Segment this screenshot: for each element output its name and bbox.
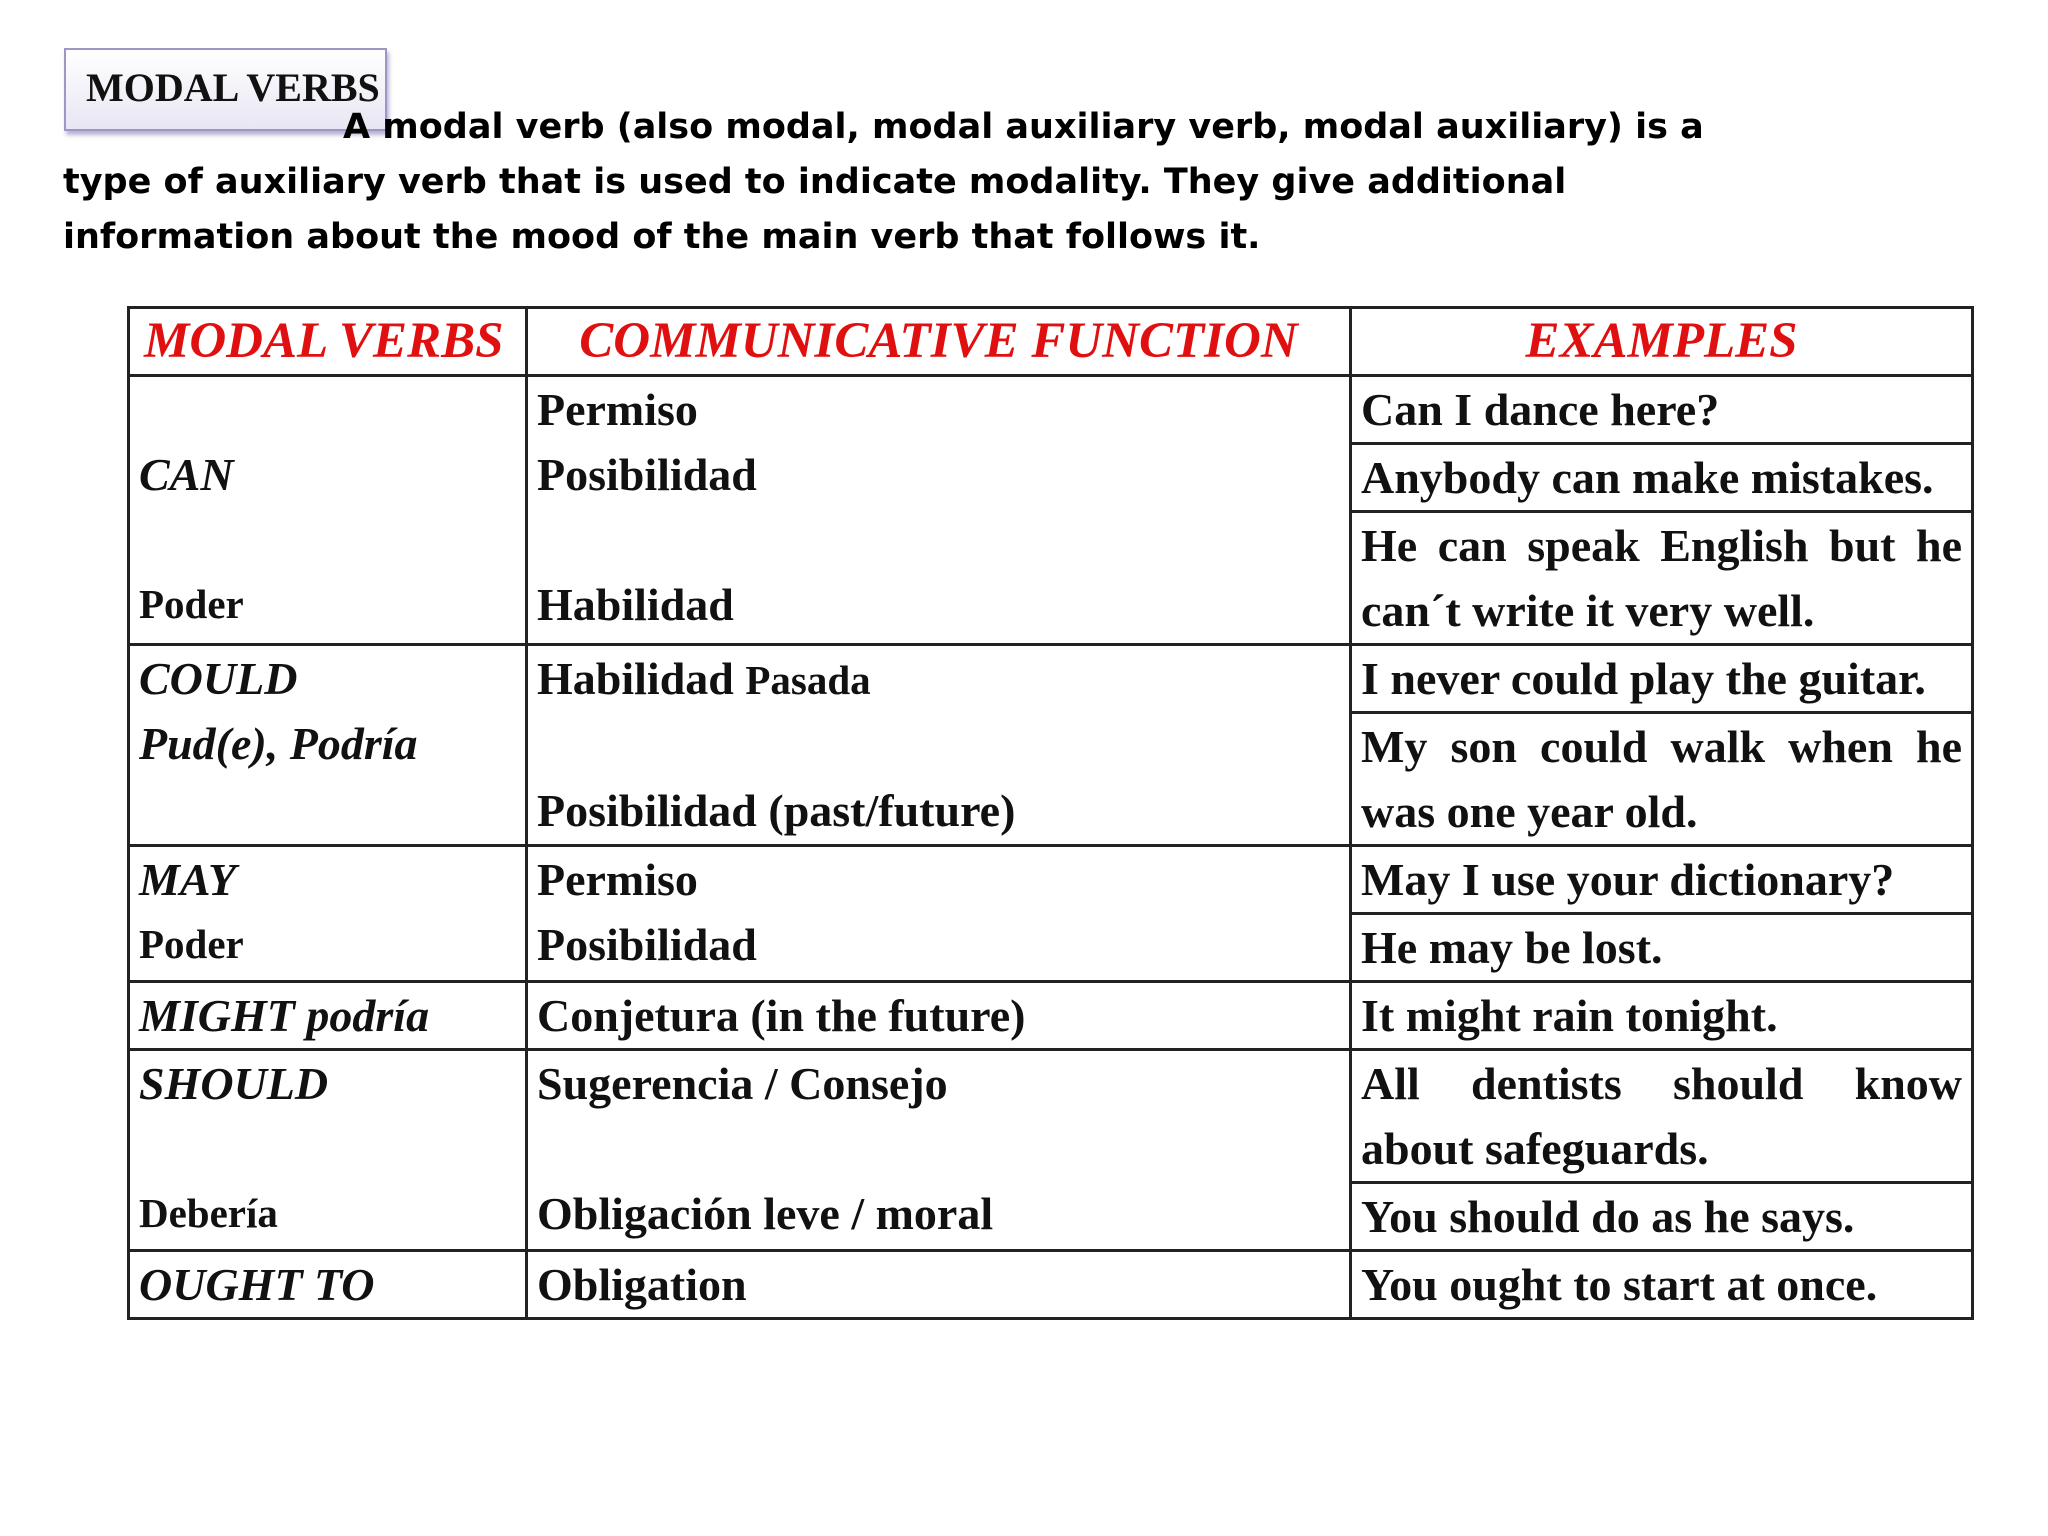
table-row xyxy=(129,982,1973,1050)
table-row xyxy=(129,846,1973,914)
example-cell: You ought to start at once. xyxy=(1351,1251,1973,1319)
example-cell: All dentists should know about safeguards. xyxy=(1351,1050,1973,1183)
table-row xyxy=(129,645,1973,713)
table-row xyxy=(129,1050,1973,1183)
example-cell: He can speak English but he can´t write it very well. xyxy=(1351,512,1973,645)
function-posibilidad: Posibilidad xyxy=(537,919,757,970)
modal-cell-should xyxy=(129,1050,527,1251)
example-cell: I never could play the guitar. xyxy=(1351,645,1973,713)
intro-paragraph: A modal verb (also modal, modal auxiliary verb, modal auxiliary) is a type of auxiliary verb that is used to indicate modality. They give additional information about the mood of the main verb that follows it. xyxy=(63,107,1704,257)
modal-cell-may xyxy=(129,846,527,982)
modal-should: SHOULD xyxy=(139,1058,329,1109)
translation-can: Poder xyxy=(139,581,244,627)
modal-verbs-table xyxy=(127,306,1974,1320)
function-pasada: Pasada xyxy=(745,657,871,703)
modal-could: COULD xyxy=(139,653,298,704)
translation-may: Poder xyxy=(139,921,244,967)
function-cell-can xyxy=(527,376,1351,645)
function-permiso: Permiso xyxy=(537,384,698,435)
modal-may: MAY xyxy=(139,854,237,905)
function-cell-could xyxy=(527,645,1351,846)
modal-ought-to: OUGHT TO xyxy=(129,1251,527,1319)
translation-could: Pud(e), Podría xyxy=(139,718,418,769)
slide-title: MODAL VERBS xyxy=(86,65,380,110)
function-permiso: Permiso xyxy=(537,854,698,905)
example-cell: You should do as he says. xyxy=(1351,1183,1973,1251)
modal-cell-could xyxy=(129,645,527,846)
table-row xyxy=(129,1251,1973,1319)
table-header-row xyxy=(129,308,1973,376)
modal-cell-can xyxy=(129,376,527,645)
header-communicative-function: COMMUNICATIVE FUNCTION xyxy=(527,308,1351,376)
function-habilidad-pasada xyxy=(537,646,1340,713)
function-sugerencia: Sugerencia / Consejo xyxy=(537,1058,948,1109)
example-cell: My son could walk when he was one year old. xyxy=(1351,713,1973,846)
example-cell: May I use your dictionary? xyxy=(1351,846,1973,914)
function-posibilidad: Posibilidad xyxy=(537,449,757,500)
modal-can: CAN xyxy=(139,449,234,500)
function-cell-should xyxy=(527,1050,1351,1251)
translation-should: Debería xyxy=(139,1190,278,1236)
example-cell: Can I dance here? xyxy=(1351,376,1973,444)
function-habilidad: Habilidad xyxy=(537,653,734,704)
example-cell: Anybody can make mistakes. xyxy=(1351,444,1973,512)
header-modal-verbs: MODAL VERBS xyxy=(129,308,527,376)
modal-might: MIGHT podría xyxy=(129,982,527,1050)
function-posibilidad-past-future: Posibilidad (past/future) xyxy=(537,785,1016,836)
function-obligacion-leve: Obligación leve / moral xyxy=(537,1188,994,1239)
function-obligation: Obligation xyxy=(527,1251,1351,1319)
header-examples: EXAMPLES xyxy=(1351,308,1973,376)
example-cell: It might rain tonight. xyxy=(1351,982,1973,1050)
function-cell-may xyxy=(527,846,1351,982)
table-row xyxy=(129,376,1973,444)
function-conjetura: Conjetura (in the future) xyxy=(527,982,1351,1050)
function-habilidad: Habilidad xyxy=(537,579,734,630)
example-cell: He may be lost. xyxy=(1351,914,1973,982)
